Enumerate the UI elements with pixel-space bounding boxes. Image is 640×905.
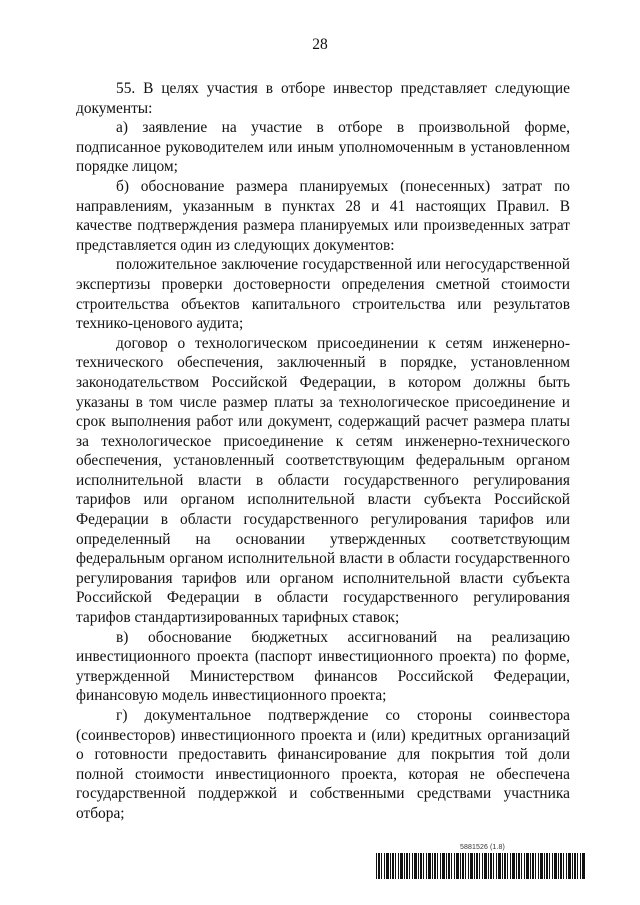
paragraph-item-v: в) обоснование бюджетных ассигнований на реализацию инвестиционного проекта (паспорт инвестиционного проекта) по форме, утвержденной Министерством финансов Российской Федерации, финансовую модель инвестиционного проекта; — [76, 628, 570, 705]
paragraph-item-a: а) заявление на участие в отборе в произвольной форме, подписанное руководителем или иным уполномоченным в установленном порядке лицом; — [76, 119, 570, 176]
paragraph-55-intro: 55. В целях участия в отборе инвестор представляет следующие документы: — [76, 80, 570, 117]
paragraph-expertise-conclusion: положительное заключение государственной или негосударственной экспертизы проверки достоверности определения сметной стоимости строительства объектов капитального строительства или результатов технико-ценового аудита; — [76, 256, 570, 333]
page-number: 28 — [312, 36, 328, 53]
document-body — [76, 79, 570, 824]
barcode-image — [376, 853, 586, 879]
paragraph-item-b: б) обоснование размера планируемых (понесенных) затрат по направлениям, указанным в пунктах 28 и 41 настоящих Правил. В качестве подтверждения размера планируемых или произведенных затрат представляется один из следующих документов: — [76, 177, 570, 254]
document-code: 5881526 (1.8) — [460, 844, 505, 851]
paragraph-item-g: г) документальное подтверждение со стороны соинвестора (соинвесторов) инвестиционного проекта и (или) кредитных организаций о готовности предоставить финансирование для покрытия той доли полной стоимости инвестиционного проекта, которая не обеспечена государственной поддержкой и собственными средствами участника отбора; — [76, 707, 570, 822]
paragraph-connection-contract: договор о технологическом присоединении к сетям инженерно-технического обеспечения, заключенный в порядке, установленном законодательством Российской Федерации, в котором должны быть указаны в том числе размер платы за технологическое присоединение и срок выполнения работ или документ, содержащий расчет размера платы за технологическое присоединение к сетям инженерно-технического обеспечения, установленный соответствующим федеральным органом исполнительной власти в области государственного регулирования тарифов или органом исполнительной власти субъекта Российской Федерации в области государственного регулирования тарифов или определенный на основании утвержденных соответствующим федеральным органом исполнительной власти в области государственного регулирования тарифов или органом исполнительной власти субъекта Российской Федерации в области государственного регулирования тарифов стандартизированных тарифных ставок; — [76, 334, 570, 627]
